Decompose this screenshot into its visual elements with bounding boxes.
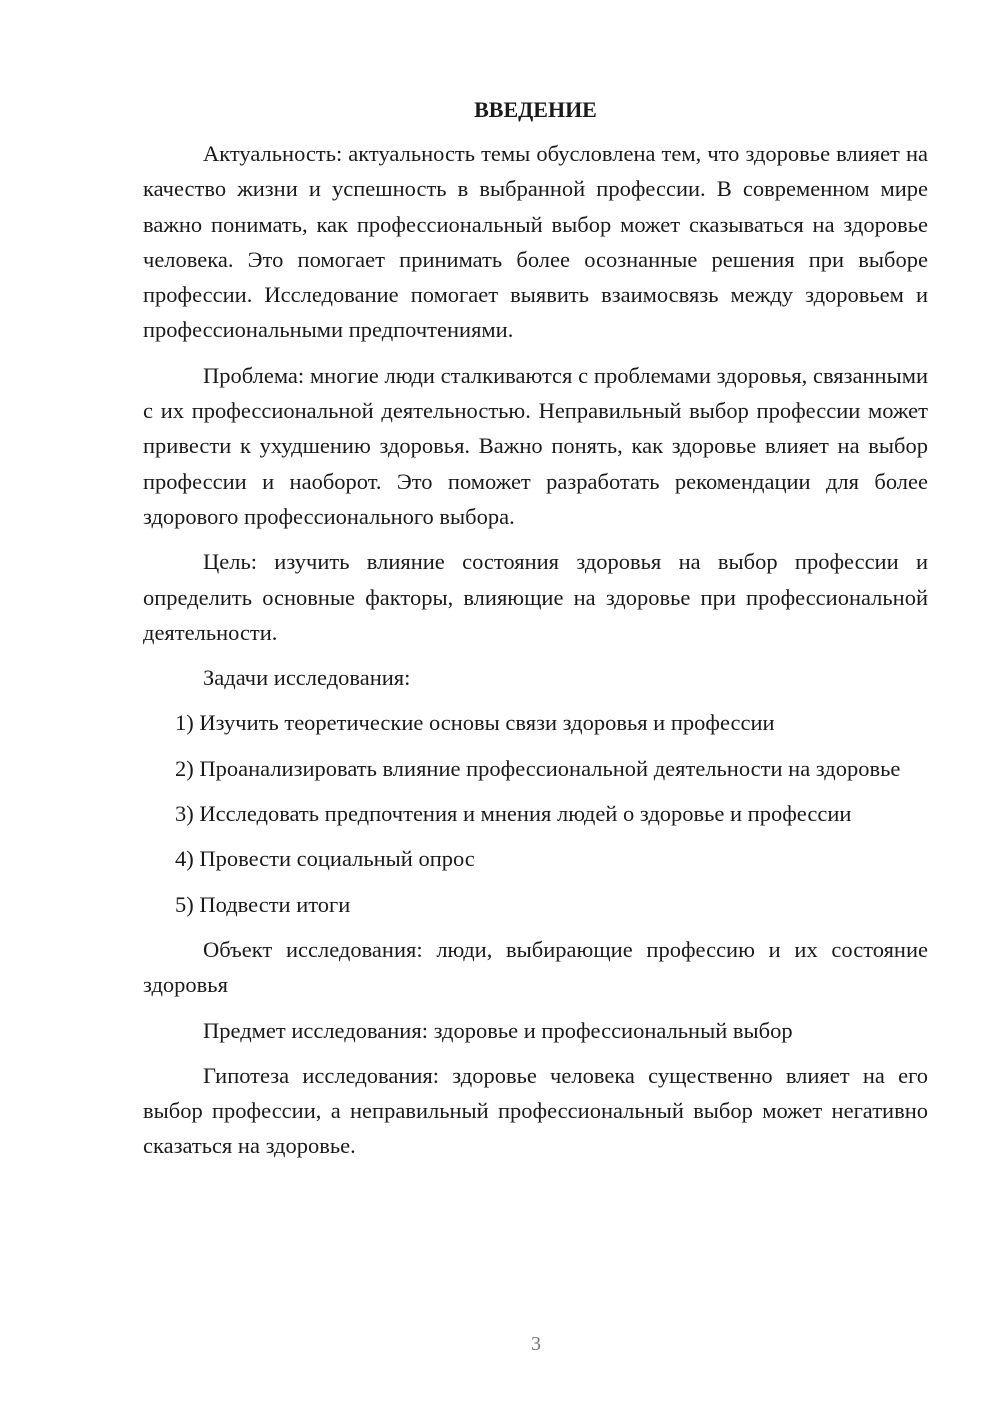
- tasks-heading: Задачи исследования:: [203, 665, 411, 691]
- task-item-4: 4) Провести социальный опрос: [175, 846, 475, 872]
- object-paragraph: Объект исследования: люди, выбирающие профессию и их состояние здоровья: [143, 936, 928, 998]
- document-body: [143, 94, 928, 1174]
- subject-paragraph: Предмет исследования: здоровье и профессиональный выбор: [203, 1017, 793, 1043]
- task-item-2: 2) Проанализировать влияние профессиональной деятельности на здоровье: [175, 755, 901, 781]
- task-item-1: 1) Изучить теоретические основы связи здоровья и профессии: [175, 710, 775, 736]
- problem-paragraph: Проблема: многие люди сталкиваются с проблемами здоровья, связанными с их профессиональной деятельностью. Неправильный выбор профессии может привести к ухудшению здоровья. Важно понять, как здоровье влияет на выбор профессии и наоборот. Это поможет разработать рекомендации для более здорового профессионального выбора.: [143, 362, 928, 529]
- section-title: ВВЕДЕНИЕ: [474, 97, 597, 122]
- page-number: 3: [531, 1333, 541, 1355]
- goal-paragraph: Цель: изучить влияние состояния здоровья на выбор профессии и определить основные факторы, влияющие на здоровье при профессиональной деятельности.: [143, 549, 928, 645]
- task-item-3: 3) Исследовать предпочтения и мнения людей о здоровье и профессии: [175, 801, 852, 827]
- relevance-paragraph: Актуальность: актуальность темы обусловлена тем, что здоровье влияет на качество жизни и успешность в выбранной профессии. В современном мире важно понимать, как профессиональный выбор может сказываться на здоровье человека. Это помогает принимать более осознанные решения при выборе профессии. Исследование помогает выявить взаимосвязь между здоровьем и профессиональными предпочтениями.: [143, 141, 928, 343]
- task-item-5: 5) Подвести итоги: [175, 891, 351, 917]
- hypothesis-paragraph: Гипотеза исследования: здоровье человека существенно влияет на его выбор профессии, а неправильный профессиональный выбор может негативно сказаться на здоровье.: [143, 1062, 928, 1159]
